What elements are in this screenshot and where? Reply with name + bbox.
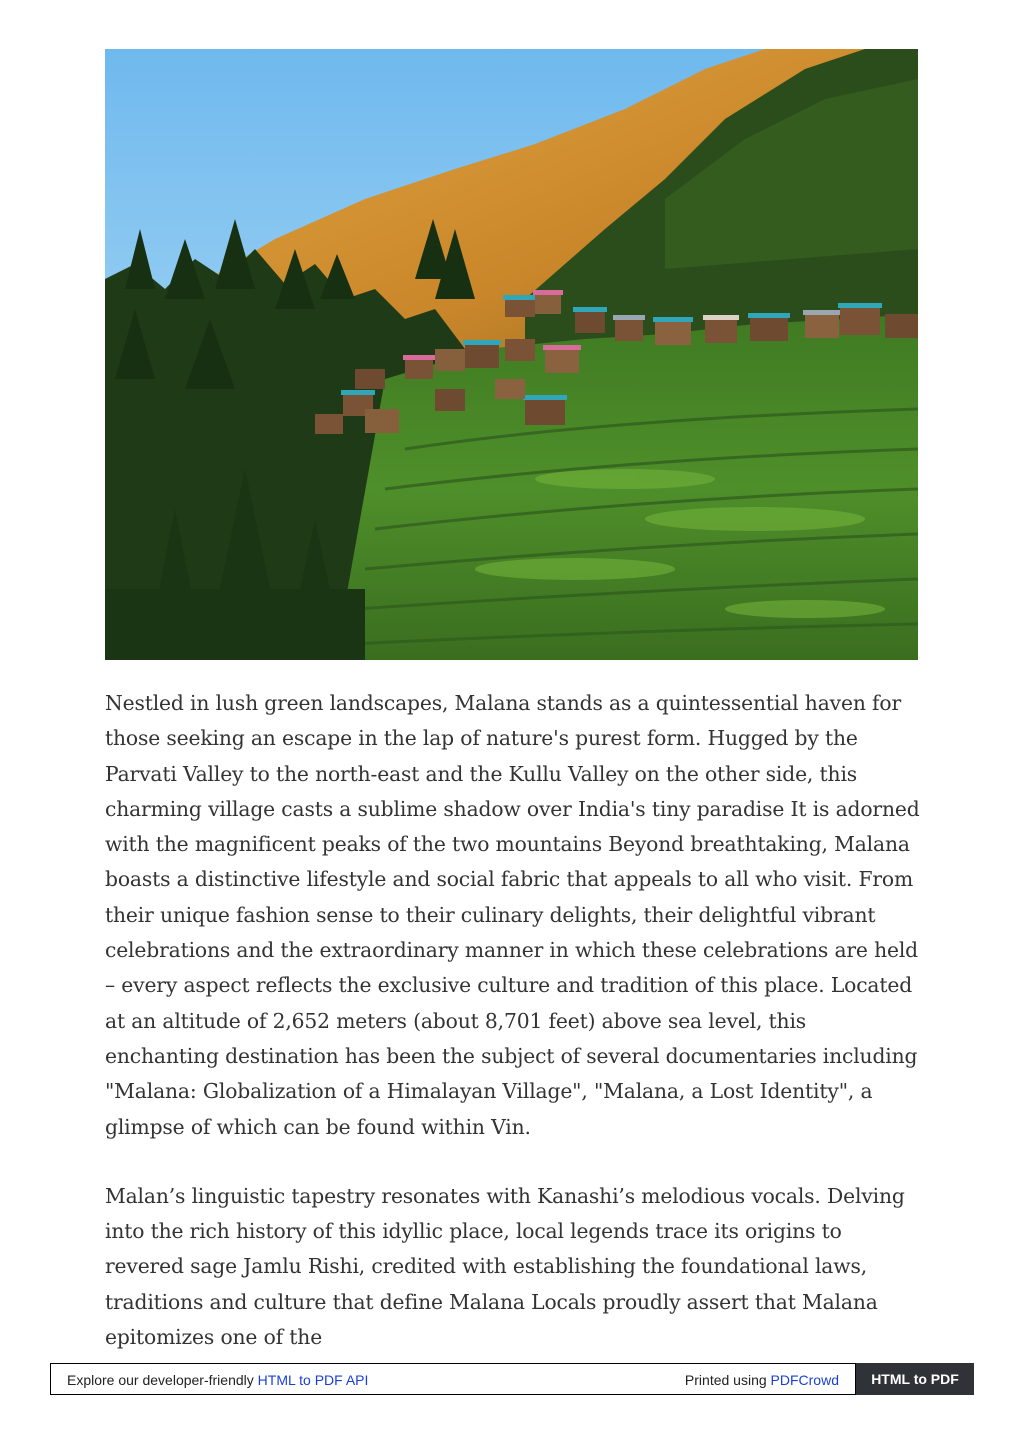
hero-photo-drawing: [105, 49, 918, 660]
footer-explore-text: Explore our developer-friendly: [67, 1372, 254, 1388]
article-body: [105, 686, 925, 1389]
html-to-pdf-button[interactable]: HTML to PDF: [856, 1363, 974, 1395]
pdf-footer-banner: [50, 1363, 974, 1395]
article-paragraph: Nestled in lush green landscapes, Malana stands as a quintessential haven for those seeking an escape in the lap of nature's purest form. Hugged by the Parvati Valley to the north-east and the Kullu Valley on the other side, this charming village casts a sublime shadow over India's tiny paradise It is adorned with the magnificent peaks of the two mountains Beyond breathtaking, Malana boasts a distinctive lifestyle and social fabric that appeals to all who visit. From their unique fashion sense to their culinary delights, their delightful vibrant celebrations and the extraordinary manner in which these celebrations are held – every aspect reflects the exclusive culture and tradition of this place. Located at an altitude of 2,652 meters (about 8,701 feet) above sea level, this enchanting destination has been the subject of several documentaries including "Malana: Globalization of a Himalayan Village", "Malana, a Lost Identity", a glimpse of which can be found within Vin.: [105, 691, 920, 1139]
footer-printed-text: Printed using: [684, 1372, 767, 1388]
footer-explore: [67, 1372, 368, 1388]
footer-box: [50, 1363, 856, 1395]
hero-photo: [105, 49, 918, 660]
pdfcrowd-link[interactable]: PDFCrowd: [770, 1372, 839, 1388]
footer-printed: [685, 1372, 839, 1388]
article-paragraph: Malan’s linguistic tapestry resonates with Kanashi’s melodious vocals. Delving into the rich history of this idyllic place, local legends trace its origins to revered sage Jamlu Rishi, credited with establishing the foundational laws, traditions and culture that define Malana Locals proudly assert that Malana epitomizes one of the: [105, 1183, 905, 1350]
html-to-pdf-api-link[interactable]: HTML to PDF API: [257, 1372, 369, 1388]
